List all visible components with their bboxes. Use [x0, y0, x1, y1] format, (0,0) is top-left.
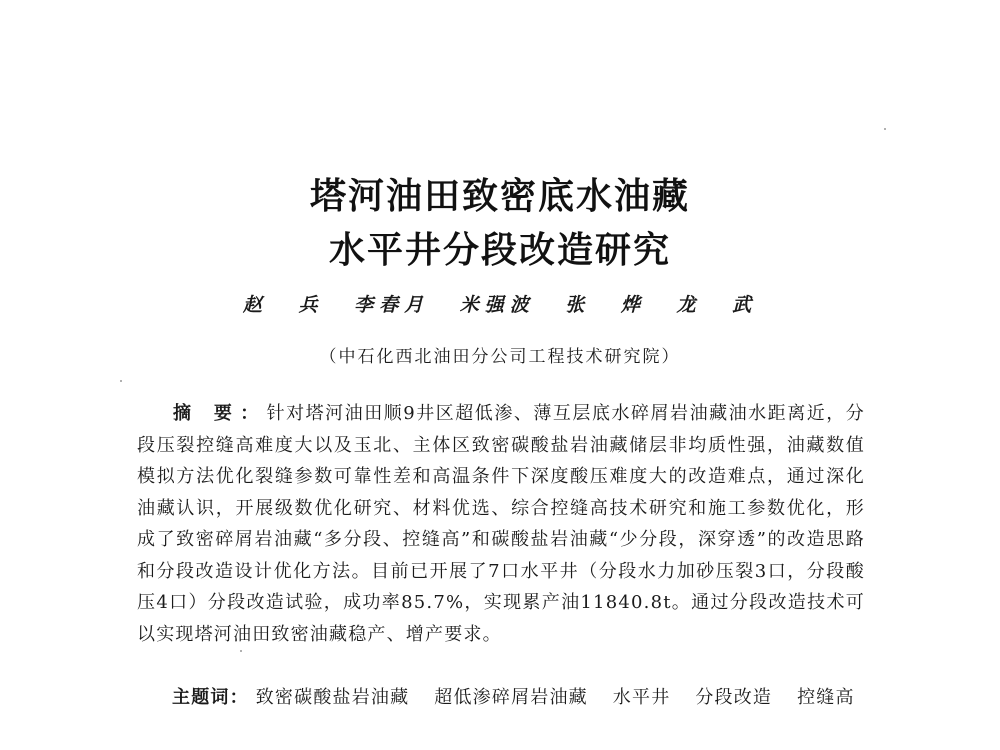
affiliation: （中石化西北油田分公司工程技术研究院） [319, 347, 681, 367]
authors: 赵 兵 李春月 米强波 张 烨 龙 武 [242, 294, 758, 316]
scan-speck [240, 650, 242, 652]
abstract [137, 398, 865, 650]
keywords [172, 683, 872, 709]
keyword-1: 致密碳酸盐岩油藏 [255, 687, 410, 708]
abstract-label: 摘 要： [173, 403, 267, 424]
title-line-2: 水平井分段改造研究 [328, 230, 671, 271]
title-line-1: 塔河油田致密底水油藏 [309, 176, 690, 217]
keyword-2: 超低渗碎屑岩油藏 [434, 687, 588, 708]
keyword-5: 控缝高 [797, 687, 855, 708]
abstract-text: 针对塔河油田顺9井区超低渗、薄互层底水碎屑岩油藏油水距离近，分段压裂控缝高难度大以及玉北、主体区致密碳酸盐岩油藏储层非均质性强，油藏数值模拟方法优化裂缝参数可靠性差和高温条件下深度酸压难度大的改造难点，通过深化油藏认识，开展级数优化研究、材料优选、综合控缝高技术研究和施工参数优化，形成了致密碎屑岩油藏“多分段、控缝高”和碳酸盐岩油藏“少分段，深穿透”的改造思路和分段改造设计优化方法。目前已开展了7口水平井（分段水力加砂压裂3口，分段酸压4口）分段改造试验，成功率85.7%，实现累产油11840.8t。通过分段改造技术可以实现塔河油田致密油藏稳产、增产要求。 [137, 403, 865, 645]
keyword-3: 水平井 [612, 687, 671, 708]
keyword-4: 分段改造 [695, 687, 773, 708]
scan-speck [884, 128, 886, 130]
keywords-label: 主题词： [172, 687, 249, 708]
scan-speck [120, 380, 122, 382]
